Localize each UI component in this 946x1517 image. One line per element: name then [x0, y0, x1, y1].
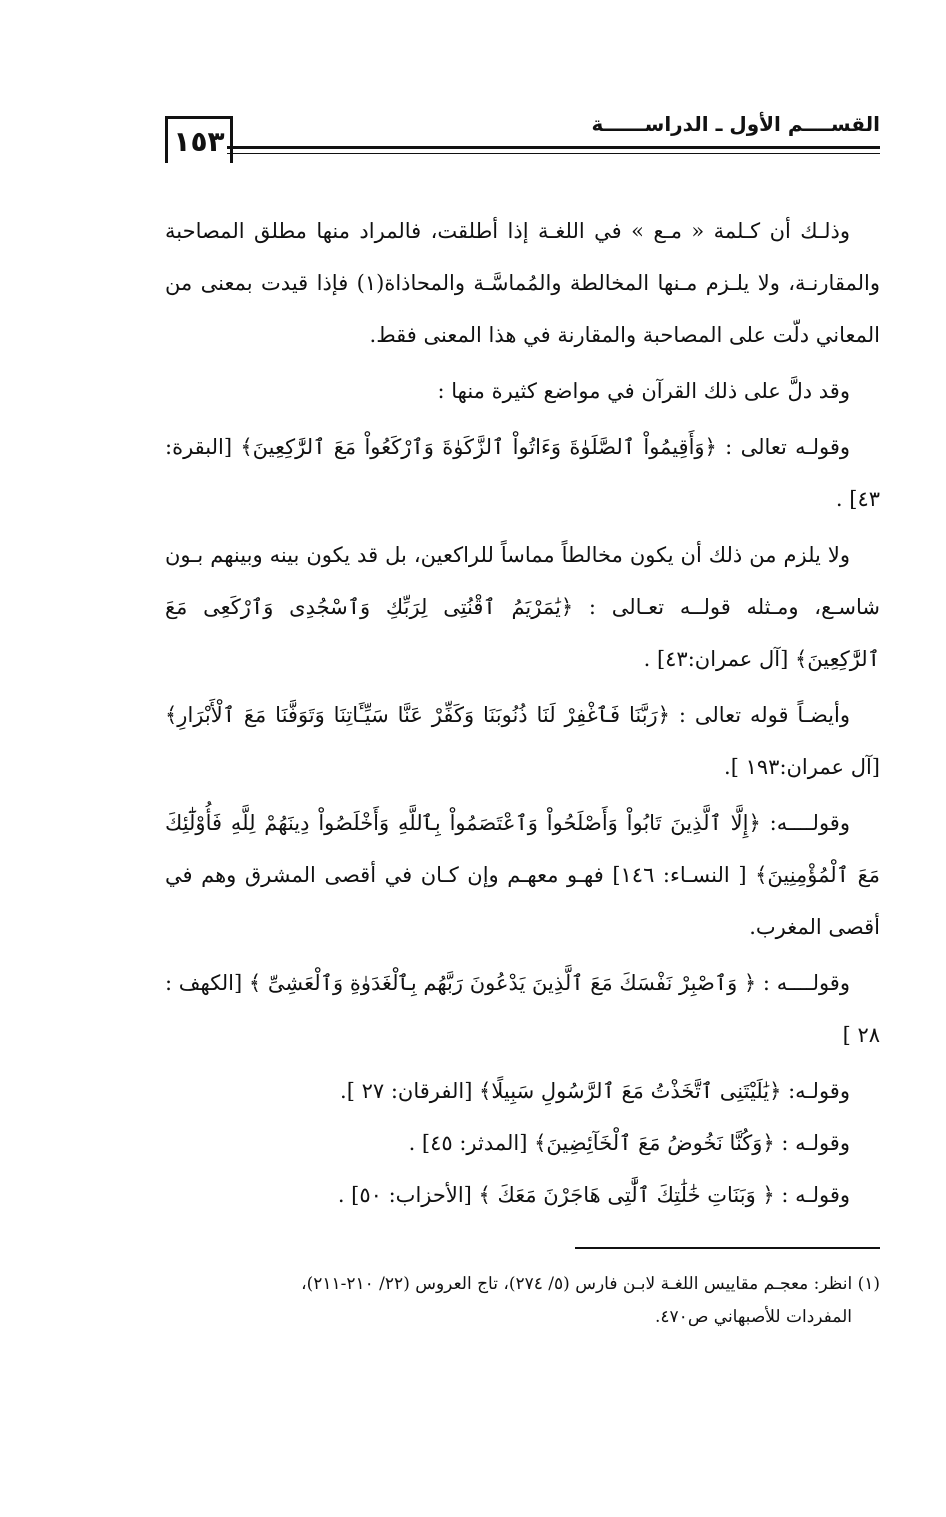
paragraph-6: وقولــــه: ﴿إِلَّا ٱلَّذِينَ تَابُواْ وَأَصْلَحُواْ وَٱعْتَصَمُواْ بِٱللَّهِ وَأَخْلَصُواْ دِينَهُمْ لِلَّهِ فَأُوْلَٰٓئِكَ مَعَ ٱلْمُؤْمِنِينَ﴾ [ النسـاء: ١٤٦] فهـو معهـم وإن كـان في أقصى المشرق وهم في أقصى المغرب.: [165, 811, 880, 939]
footnote-line-1: (١) انظر: معجـم مقاييس اللغـة لابـن فارس (٥/ ٢٧٤)، تاج العروس (٢٢/ ٢١٠-٢١١)،: [301, 1274, 880, 1294]
page-number: ١٥٣: [165, 116, 233, 163]
paragraph-10: وقولـه : ﴿ وَبَنَاتِ خَٰلَٰتِكَ ٱلَّٰتِى هَاجَرْنَ مَعَكَ ﴾ [الأحزاب: ٥٠] .: [337, 1183, 850, 1207]
footnote-line-2: المفردات للأصبهاني ص٤٧٠.: [655, 1307, 852, 1327]
footnote: [165, 1268, 880, 1334]
paragraph-1: وذلـك أن كـلمة « مـع » في اللغـة إذا أطلقت، فالمراد منها مطلق المصاحبة والمقارنـة، ولا يلـزم مـنها المخالطة والمُماسَّـة والمحاذاة(١) فإذا قيدت بمعنى من المعاني دلّت على المصاحبة والمقارنة في هذا المعنى فقط.: [165, 219, 880, 347]
page-header: [165, 108, 880, 168]
paragraph-4: ولا يلزم من ذلك أن يكون مخالطاً مماساً للراكعين، بل قد يكون بينه وبينهم بـون شاسـع، ومـثله قولــه تعـالى : ﴿يَٰمَرْيَمُ ٱقْنُتِى لِرَبِّكِ وَٱسْجُدِى وَٱرْكَعِى مَعَ ٱلرَّٰكِعِينَ﴾ [آل عمران:٤٣] .: [165, 543, 880, 671]
paragraph-9: وقولـه : ﴿وَكُنَّا نَخُوضُ مَعَ ٱلْخَآئِضِينَ﴾ [المدثر: ٤٥] .: [408, 1131, 850, 1155]
body-text: [165, 205, 880, 1221]
paragraph-3: وقولـه تعالى : ﴿وَأَقِيمُواْ ٱلصَّلَوٰةَ وَءَاتُواْ ٱلزَّكَوٰةَ وَٱرْكَعُواْ مَعَ ٱلرَّٰكِعِينَ﴾ [البقرة: ٤٣] .: [165, 435, 880, 511]
footnote-separator: [575, 1247, 880, 1249]
header-rule-thick: [227, 146, 880, 149]
header-rule-thin: [227, 153, 880, 154]
paragraph-5: وأيضـاً قوله تعالى : ﴿رَبَّنَا فَٱغْفِرْ لَنَا ذُنُوبَنَا وَكَفِّرْ عَنَّا سَيِّـَٔاتِنَا وَتَوَفَّنَا مَعَ ٱلْأَبْرَارِ﴾ [آل عمران:١٩٣ ].: [165, 703, 880, 779]
paragraph-7: وقولــــه : ﴿ وَٱصْبِرْ نَفْسَكَ مَعَ ٱلَّذِينَ يَدْعُونَ رَبَّهُم بِٱلْغَدَوٰةِ وَٱلْعَشِىِّ ﴾ [الكهف : ٢٨ ]: [165, 971, 880, 1047]
section-title: القســــم الأول ـ الدراســــــة: [591, 112, 880, 136]
paragraph-2: وقد دلَّ على ذلك القرآن في مواضع كثيرة منها :: [437, 379, 850, 403]
paragraph-8: وقولـه: ﴿يَٰلَيْتَنِى ٱتَّخَذْتُ مَعَ ٱلرَّسُولِ سَبِيلًا﴾ [الفرقان: ٢٧ ].: [340, 1079, 850, 1103]
